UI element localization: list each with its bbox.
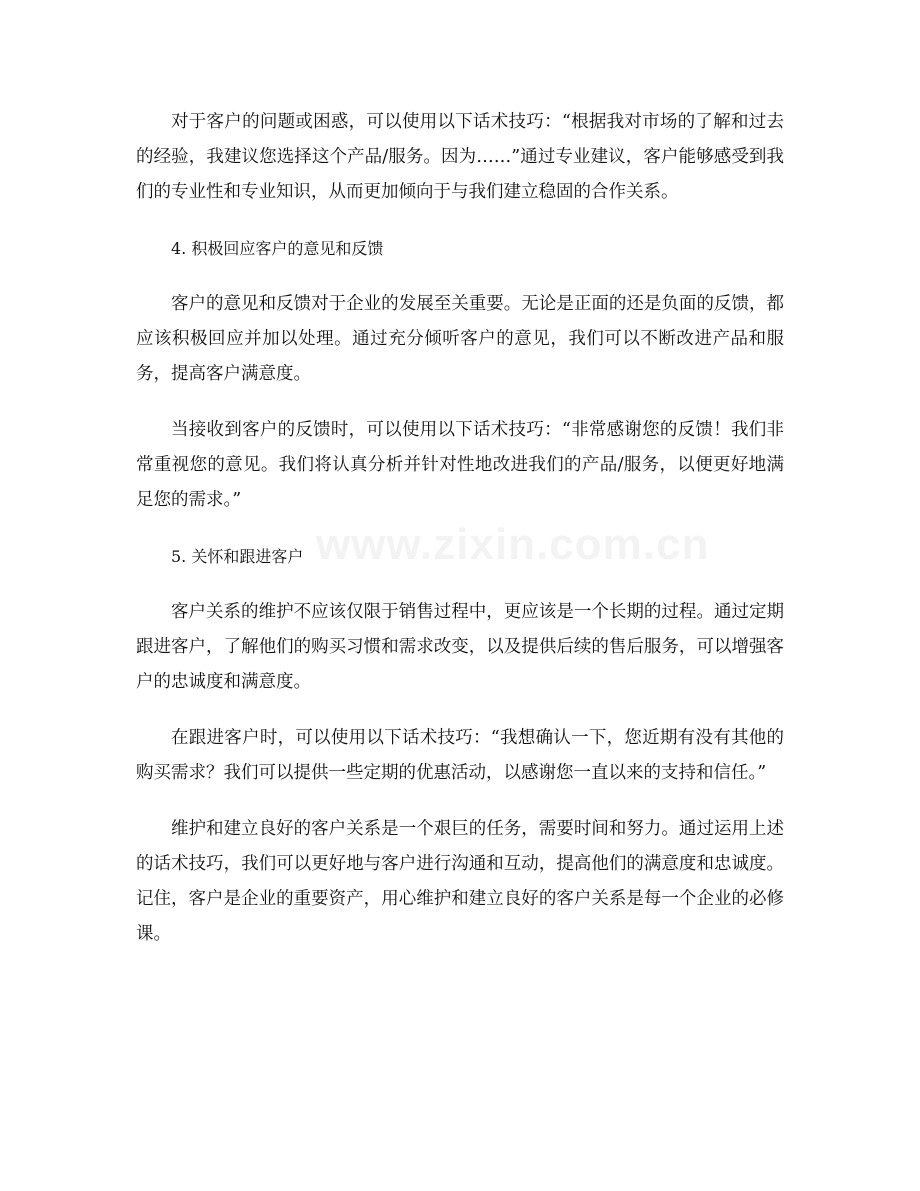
paragraph-conclusion: 维护和建立良好的客户关系是一个艰巨的任务，需要时间和努力。通过运用上述的话术技巧，我们可以更好地与客户进行沟通和互动，提高他们的满意度和忠诚度。记住，客户是企业的重要资产，用心维护和建立良好的客户关系是每一个企业的必修课。 [136,819,784,944]
section-heading-5: 5. 关怀和跟进客户 [171,547,304,566]
watermark: www.zixin.com.cn [316,520,710,569]
paragraph-advice-script: 对于客户的问题或困惑，可以使用以下话术技巧：“根据我对市场的了解和过去的经验，我建议您选择这个产品/服务。因为……”通过专业建议，客户能够感受到我们的专业性和专业知识，从而更加倾向于与我们建立稳固的合作关系。 [136,112,784,202]
document-body [136,105,784,973]
paragraph-followup-script: 在跟进客户时，可以使用以下话术技巧：“我想确认一下，您近期有没有其他的购买需求？我们可以提供一些定期的优惠活动，以感谢您一直以来的支持和信任。” [136,728,784,783]
paragraph-feedback-script: 当接收到客户的反馈时，可以使用以下话术技巧：“非常感谢您的反馈！我们非常重视您的意见。我们将认真分析并针对性地改进我们的产品/服务，以便更好地满足您的需求。” [136,420,784,510]
paragraph-followup-importance: 客户关系的维护不应该仅限于销售过程中，更应该是一个长期的过程。通过定期跟进客户，了解他们的购买习惯和需求改变，以及提供后续的售后服务，可以增强客户的忠诚度和满意度。 [136,602,784,692]
section-heading-4: 4. 积极回应客户的意见和反馈 [171,239,384,258]
paragraph-feedback-importance: 客户的意见和反馈对于企业的发展至关重要。无论是正面的还是负面的反馈，都应该积极回应并加以处理。通过充分倾听客户的意见，我们可以不断改进产品和服务，提高客户满意度。 [136,294,784,384]
